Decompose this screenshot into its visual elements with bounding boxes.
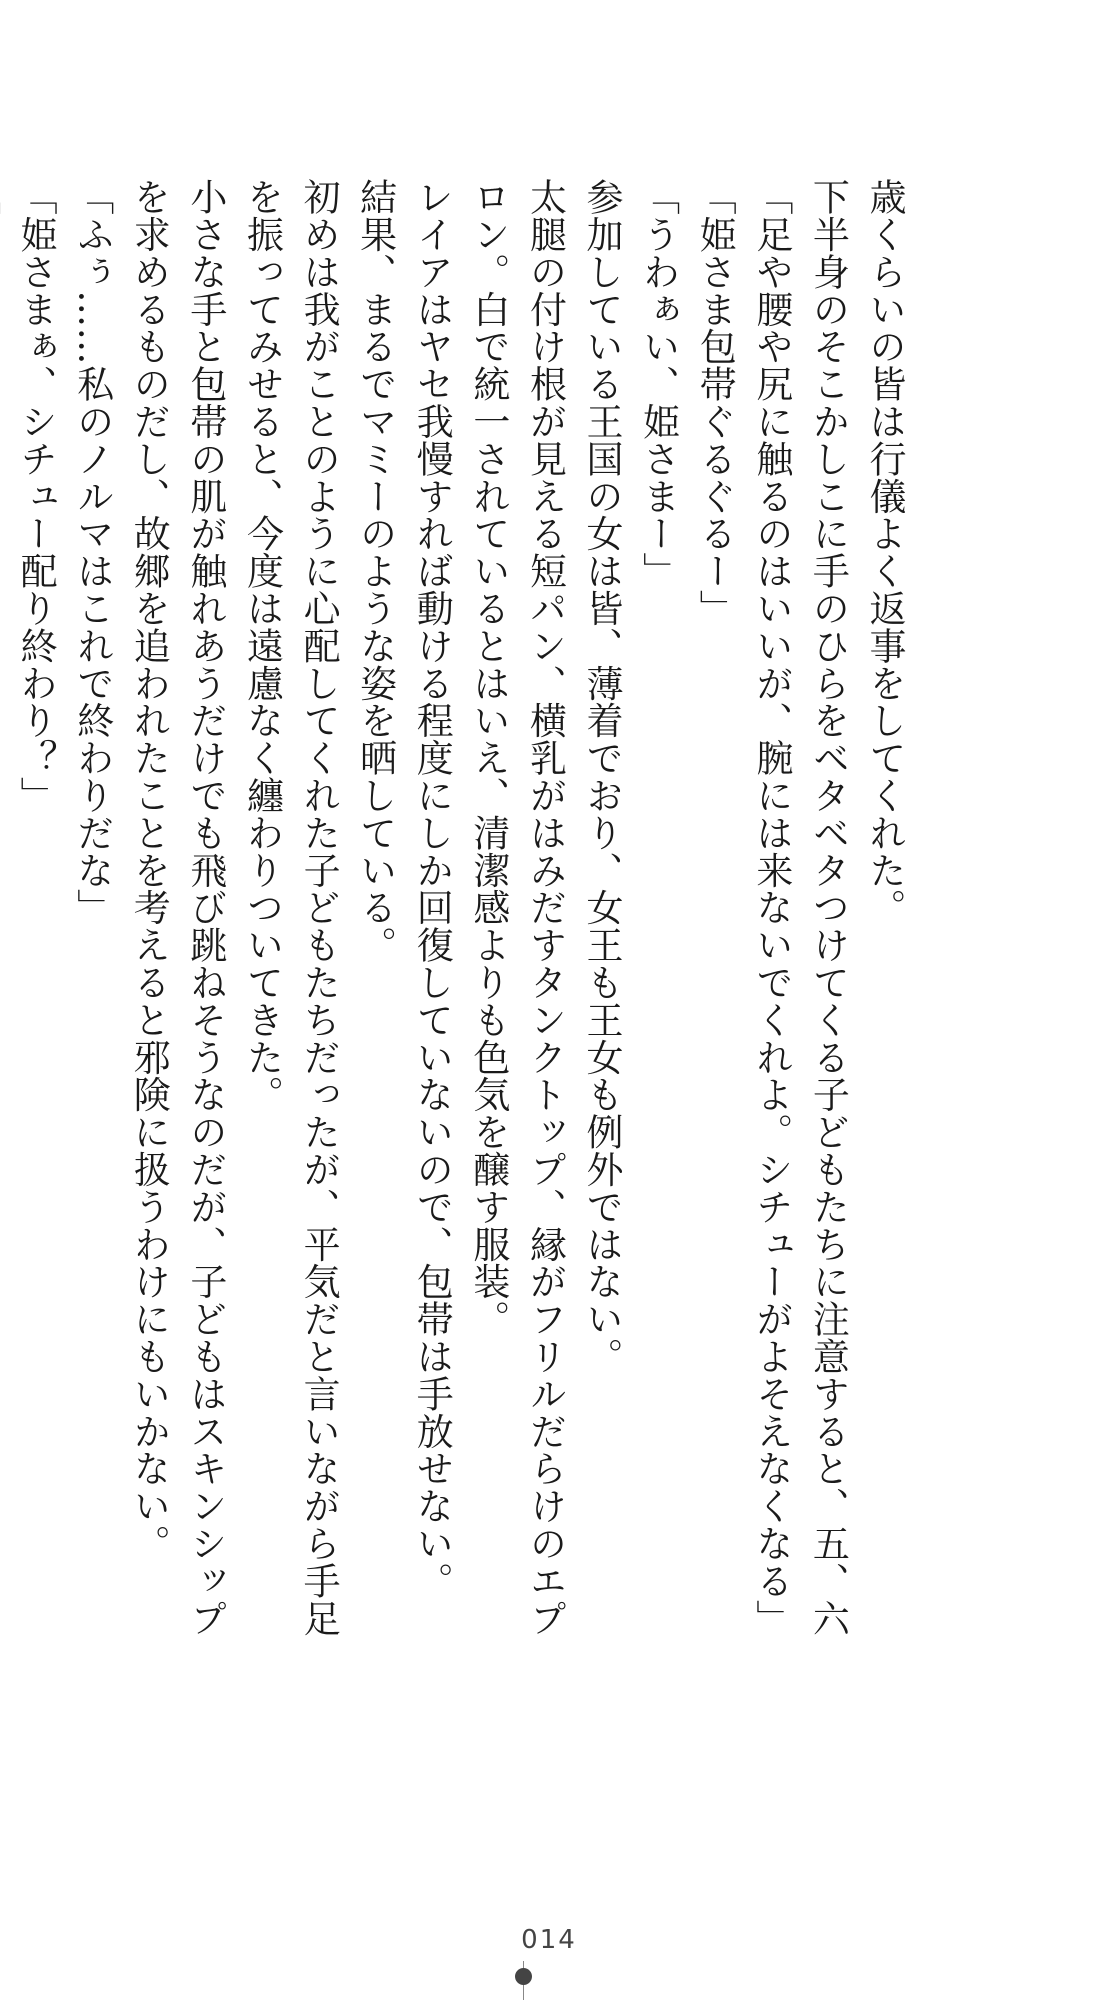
text-line: 結果、まるでマミーのような姿を晒している。 — [353, 178, 397, 964]
text-line: を求めるものだし、故郷を追われたことを考えると邪険に扱うわけにもいかない。 — [127, 178, 171, 1562]
text-line: 「足や腰や尻に触るのはいいが、腕には来ないでくれよ。シチューがよそえなくなる」 — [749, 178, 793, 1637]
text-line: を振ってみせると、今度は遠慮なく纏わりついてきた。 — [240, 178, 284, 1113]
text-line: 「姫さま包帯ぐるぐるー」 — [693, 178, 737, 627]
text-line: 「うわぁい、姫さまー」 — [636, 178, 680, 590]
text-line: 参加している王国の女は皆、薄着でおり、女王も王女も例外ではない。 — [580, 178, 624, 1375]
text-line: 下半身のそこかしこに手のひらをベタベタつけてくる子どもたちに注意すると、五、六 — [806, 178, 850, 1637]
text-line: 小さな手と包帯の肌が触れあうだけでも飛び跳ねそうなのだが、子どもはスキンシップ — [183, 178, 227, 1637]
text-line: 「ふぅ……私のノルマはこれで終わりだな」 — [70, 178, 114, 926]
text-line: 初めは我がことのように心配してくれた子どもたちだったが、平気だと言いながら手足 — [297, 178, 341, 1637]
text-line: レイアはヤセ我慢すれば動ける程度にしか回復していないので、包帯は手放せない。 — [410, 178, 454, 1600]
text-line: ロン。白で統一されているとはいえ、清潔感よりも色気を醸す服装。 — [466, 178, 510, 1338]
text-line — [0, 178, 7, 1738]
body-text — [0, 178, 912, 1738]
text-line: 「姫さまぁ、シチュー配り終わり？」 — [14, 178, 58, 814]
page-number: 014 — [521, 1925, 577, 1955]
folio-dot-icon — [515, 1968, 532, 1985]
text-line: 歳くらいの皆は行儀よく返事をしてくれた。 — [863, 178, 906, 926]
text-line: 太腿の付け根が見える短パン、横乳がはみだすタンクトップ、縁がフリルだらけのエプ — [523, 178, 567, 1637]
